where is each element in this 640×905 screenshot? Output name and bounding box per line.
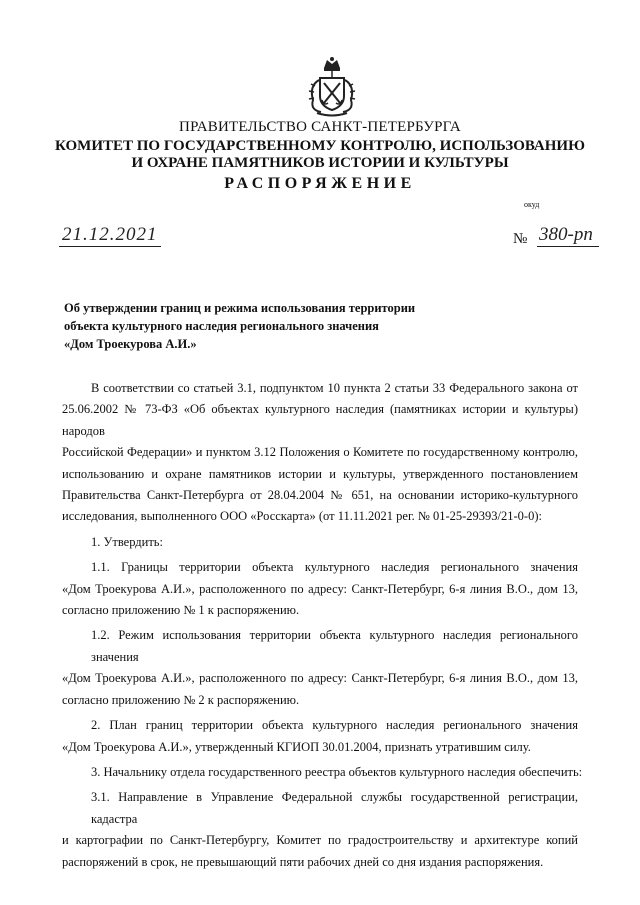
paragraph-preamble xyxy=(62,378,578,528)
text-line: Российской Федерации» и пунктом 3.12 Положения о Комитете по государственному контролю, xyxy=(62,445,578,460)
text-line: распоряжений в срок, не превышающий пяти рабочих дней со дня издания распоряжения. xyxy=(62,854,544,869)
document-type-title: РАСПОРЯЖЕНИЕ xyxy=(224,175,416,192)
text-line: 1.2. Режим использования территории объекта культурного наследия регионального значения xyxy=(91,628,578,664)
committee-name xyxy=(0,138,640,172)
okud-label: окуд xyxy=(524,200,540,209)
subject-line: «Дом Троекурова А.И.» xyxy=(64,337,197,351)
paragraph-item-3-1 xyxy=(62,787,578,873)
document-number: 380-рп xyxy=(539,224,593,245)
text-line: исследования, выполненного ООО «Росскарта» (от 11.11.2021 рег. № 01-25-29393/21-0-0): xyxy=(62,509,542,524)
date-underline xyxy=(59,246,161,247)
text-line: и картографии по Санкт-Петербургу, Комитет по градостроительству и архитектуре копий xyxy=(62,833,578,848)
number-sign: № xyxy=(513,231,528,247)
document-date: 21.12.2021 xyxy=(62,224,158,245)
subject-line: объекта культурного наследия регионального значения xyxy=(64,319,379,333)
text-line: 3.1. Направление в Управление Федеральной службы государственной регистрации, кадастра xyxy=(91,790,578,826)
committee-name-line: И ОХРАНЕ ПАМЯТНИКОВ ИСТОРИИ И КУЛЬТУРЫ xyxy=(131,155,509,171)
paragraph-item-1-2 xyxy=(62,625,578,711)
subject-line: Об утверждении границ и режима использования территории xyxy=(64,301,416,315)
text-line: 3. Начальнику отдела государственного реестра объектов культурного наследия обеспечить: xyxy=(91,764,583,779)
text-line: 1.1. Границы территории объекта культурного наследия регионального значения xyxy=(91,560,578,575)
number-underline xyxy=(537,246,599,247)
text-line: «Дом Троекурова А.И.», расположенного по адресу: Санкт-Петербург, 6-я линия В.О., дом 13, xyxy=(62,581,578,596)
text-line: «Дом Троекурова А.И.», утвержденный КГИОП 30.01.2004, признать утратившим силу. xyxy=(62,739,531,754)
text-line: 2. План границ территории объекта культурного наследия регионального значения xyxy=(91,718,578,733)
text-line: 1. Утвердить: xyxy=(91,534,163,549)
government-name: ПРАВИТЕЛЬСТВО САНКТ-ПЕТЕРБУРГА xyxy=(179,119,461,135)
paragraph-item-2 xyxy=(62,715,578,758)
document-body xyxy=(62,378,583,873)
paragraph-item-3 xyxy=(62,762,583,783)
text-line: согласно приложению № 2 к распоряжению. xyxy=(62,692,300,707)
text-line: согласно приложению № 1 к распоряжению. xyxy=(62,603,300,618)
text-line: В соответствии со статьей 3.1, подпунктом 10 пункта 2 статьи 33 Федерального закона от xyxy=(91,381,578,395)
paragraph-item-1-1 xyxy=(62,557,578,621)
text-line: Правительства Санкт-Петербурга от 28.04.2004 № 651, на основании историко-культурного xyxy=(62,488,578,503)
text-line: 25.06.2002 № 73-ФЗ «Об объектах культурного наследия (памятниках истории и культуры) народов xyxy=(62,402,578,438)
text-line: «Дом Троекурова А.И.», расположенного по адресу: Санкт-Петербург, 6-я линия В.О., дом 13, xyxy=(62,671,578,686)
st-petersburg-coat-of-arms-icon xyxy=(307,56,357,118)
committee-name-line: КОМИТЕТ ПО ГОСУДАРСТВЕННОМУ КОНТРОЛЮ, ИСПОЛЬЗОВАНИЮ xyxy=(55,138,585,154)
text-line: использованию и охране памятников истории и культуры, утвержденного постановлением xyxy=(62,466,578,481)
document-subject xyxy=(64,299,464,353)
paragraph-item-1 xyxy=(62,532,578,553)
